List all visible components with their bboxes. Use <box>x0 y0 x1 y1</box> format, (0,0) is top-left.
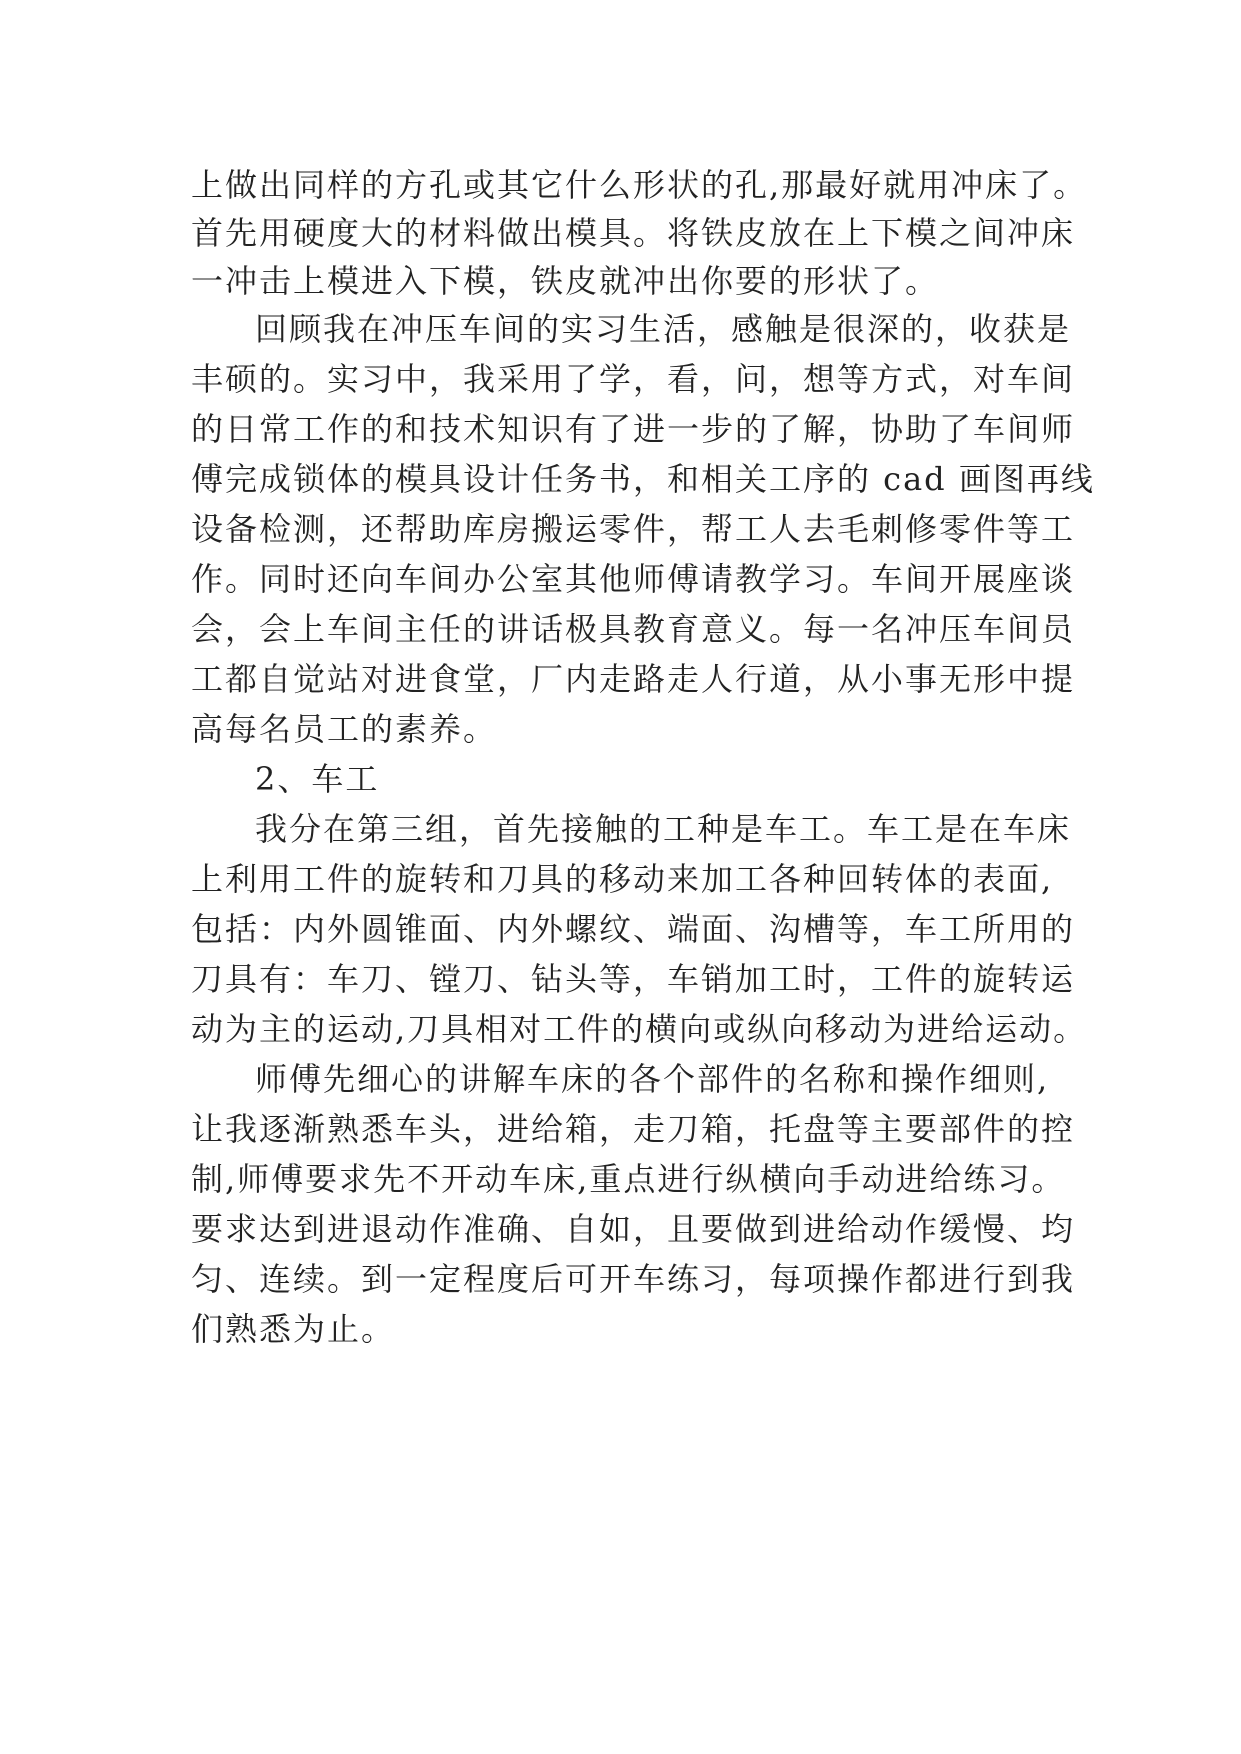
text-line: 上利用工件的旋转和刀具的移动来加工各种回转体的表面, <box>191 860 1054 898</box>
paragraph-start-line: 回顾我在冲压车间的实习生活，感触是很深的，收获是 <box>255 310 1072 348</box>
paragraph-start-line: 师傅先细心的讲解车床的各个部件的名称和操作细则, <box>255 1060 1050 1098</box>
text-line: 的日常工作的和技术知识有了进一步的了解，协助了车间师 <box>191 410 1076 448</box>
text-line: 包括：内外圆锥面、内外螺纹、端面、沟槽等，车工所用的 <box>191 910 1076 948</box>
text-line: 上做出同样的方孔或其它什么形状的孔,那最好就用冲床了。 <box>191 166 1088 204</box>
text-line: 工都自觉站对进食堂，厂内走路走人行道，从小事无形中提 <box>191 660 1076 698</box>
section-heading: 2、车工 <box>255 760 380 798</box>
text-line: 们熟悉为止。 <box>191 1310 396 1348</box>
text-line: 动为主的运动,刀具相对工件的横向或纵向移动为进给运动。 <box>191 1010 1088 1048</box>
text-line: 作。同时还向车间办公室其他师傅请教学习。车间开展座谈 <box>191 560 1076 598</box>
text-line: 刀具有：车刀、镗刀、钻头等，车销加工时，工件的旋转运 <box>191 960 1076 998</box>
text-line: 傅完成锁体的模具设计任务书，和相关工序的 cad 画图再线 <box>191 460 1095 498</box>
paragraph-start-line: 我分在第三组，首先接触的工种是车工。车工是在车床 <box>255 810 1072 848</box>
text-line: 首先用硬度大的材料做出模具。将铁皮放在上下模之间冲床 <box>191 214 1076 252</box>
text-line: 要求达到进退动作准确、自如，且要做到进给动作缓慢、均 <box>191 1210 1076 1248</box>
text-line: 高每名员工的素养。 <box>191 710 498 748</box>
text-line: 会，会上车间主任的讲话极具教育意义。每一名冲压车间员 <box>191 610 1076 648</box>
text-line: 丰硕的。实习中，我采用了学，看，问，想等方式，对车间 <box>191 360 1076 398</box>
text-line: 制,师傅要求先不开动车床,重点进行纵横向手动进给练习。 <box>191 1160 1066 1198</box>
text-line: 匀、连续。到一定程度后可开车练习，每项操作都进行到我 <box>191 1260 1076 1298</box>
text-line: 设备检测，还帮助库房搬运零件，帮工人去毛刺修零件等工 <box>191 510 1076 548</box>
text-line: 一冲击上模进入下模，铁皮就冲出你要的形状了。 <box>191 262 940 300</box>
text-line: 让我逐渐熟悉车头，进给箱，走刀箱，托盘等主要部件的控 <box>191 1110 1076 1148</box>
